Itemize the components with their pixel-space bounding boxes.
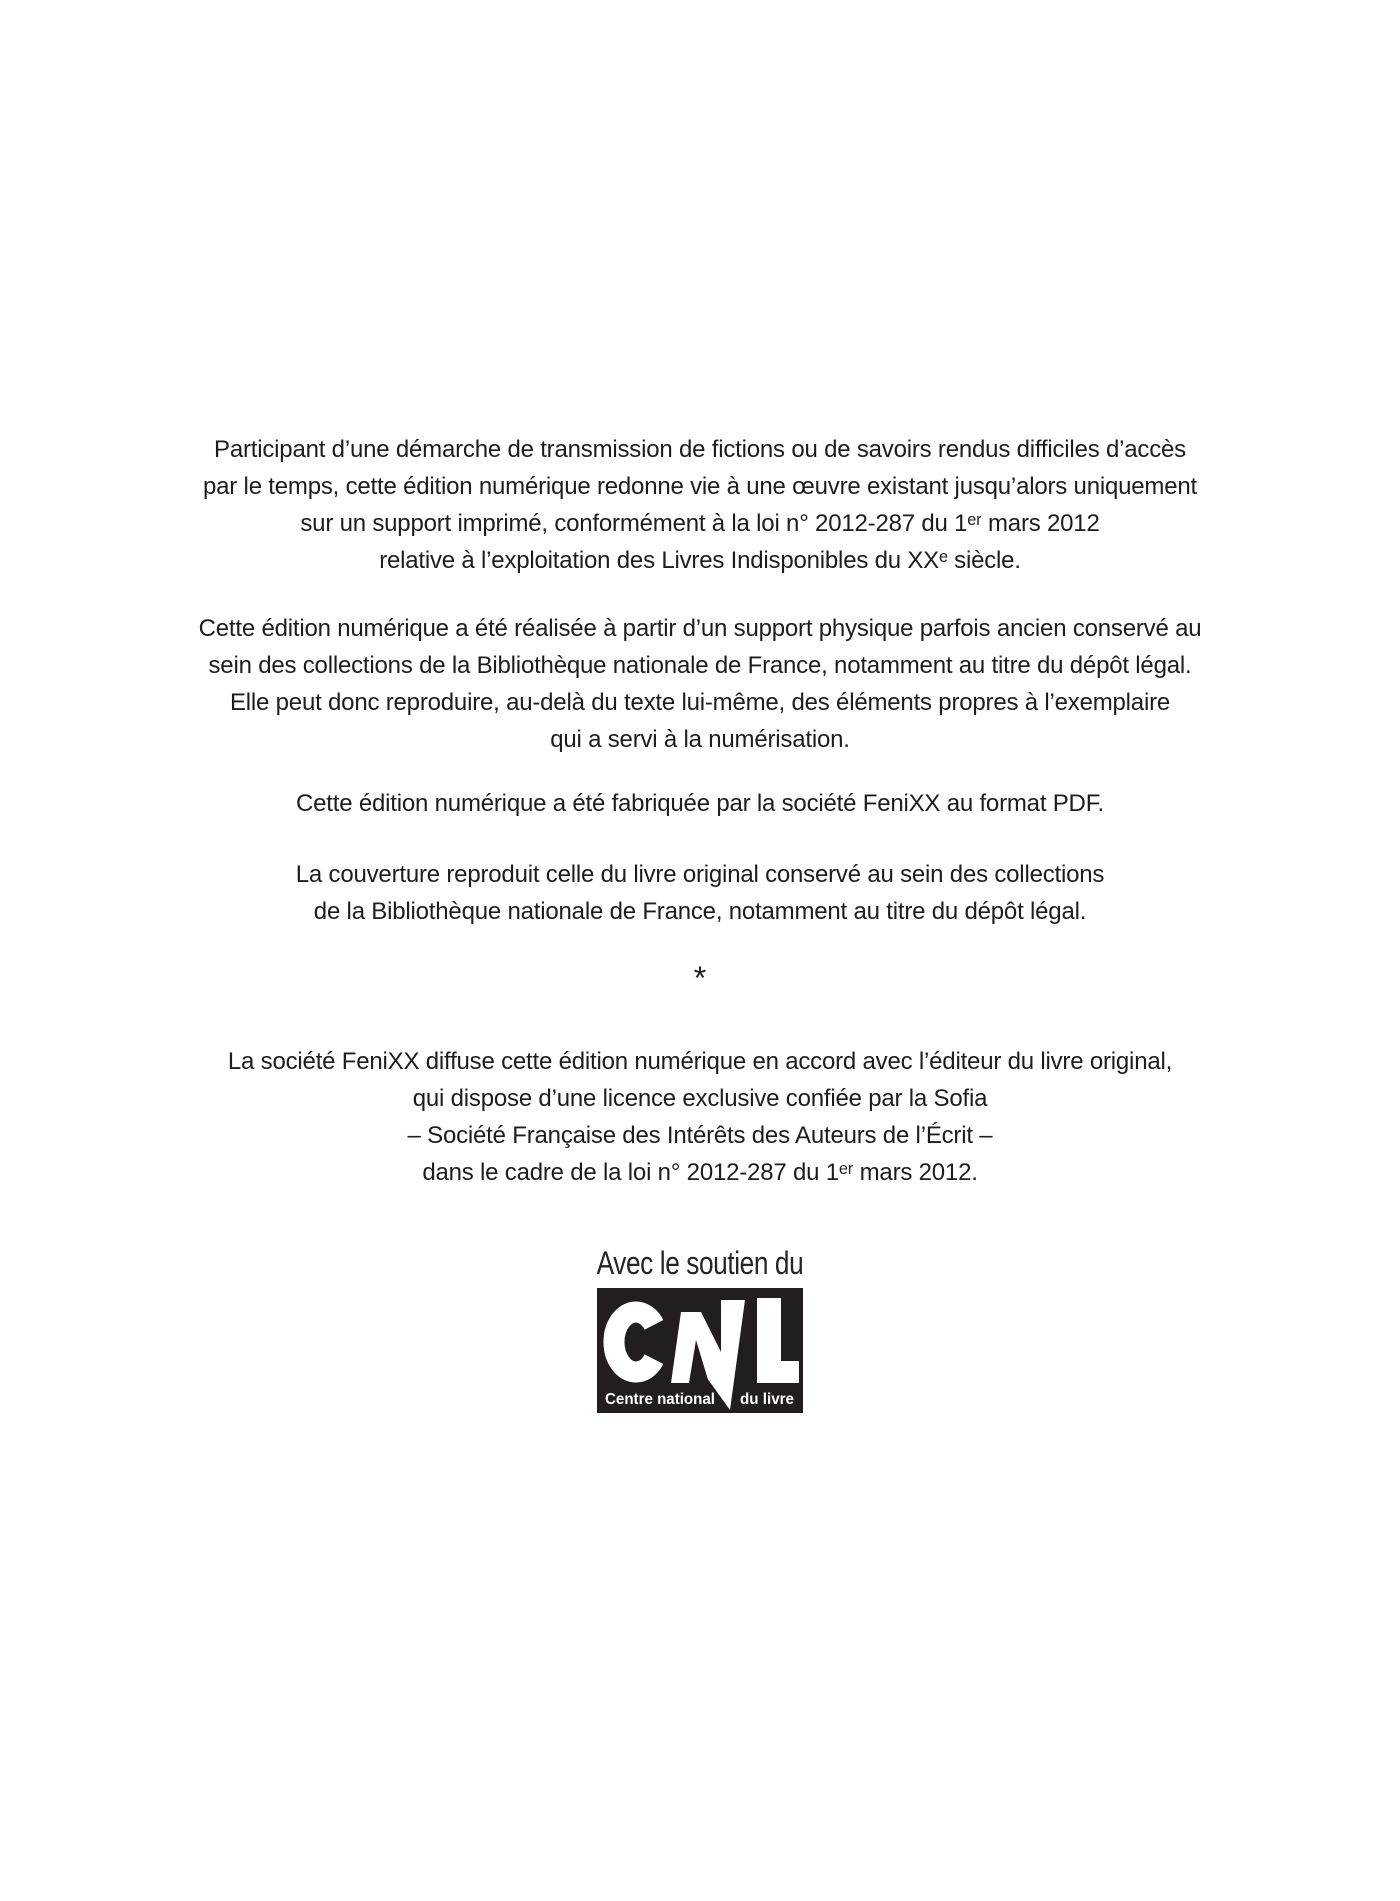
text-line: relative à l’exploitation des Livres Indisponibles du XXᵉ siècle. — [379, 547, 1021, 574]
paragraph-fabrication — [0, 785, 1400, 822]
text-line: Participant d’une démarche de transmission de fictions ou de savoirs rendus difficiles d’accès — [214, 436, 1186, 463]
text-line: Elle peut donc reproduire, au-delà du texte lui-même, des éléments propres à l’exemplaire — [229, 689, 1171, 716]
paragraph-transmission — [0, 431, 1400, 579]
text-line: La société FeniXX diffuse cette édition numérique en accord avec l’éditeur du livre original, — [227, 1048, 1173, 1075]
text-line: sur un support imprimé, conformément à la loi n° 2012-287 du 1ᵉʳ mars 2012 — [300, 510, 1100, 537]
text-line: qui dispose d’une licence exclusive confiée par la Sofia — [412, 1085, 988, 1112]
text-line: La couverture reproduit celle du livre original conservé au sein des collections — [295, 861, 1105, 888]
text-line: qui a servi à la numérisation. — [550, 726, 850, 753]
support-label — [0, 1244, 1400, 1282]
text-line: Cette édition numérique a été fabriquée par la société FeniXX au format PDF. — [296, 790, 1104, 817]
paragraph-diffusion — [0, 1043, 1400, 1191]
cnl-caption-right: du livre — [740, 1391, 795, 1408]
support-label-text: Avec le soutien du — [596, 1245, 804, 1281]
paragraph-cover — [0, 856, 1400, 930]
text-line: sein des collections de la Bibliothèque nationale de France, notamment au titre du dépôt légal. — [208, 652, 1192, 679]
cnl-caption-left: Centre national — [605, 1391, 715, 1408]
paragraph-source — [0, 610, 1400, 758]
text-line: Cette édition numérique a été réalisée à partir d’un support physique parfois ancien conservé au — [198, 615, 1202, 642]
text-line: de la Bibliothèque nationale de France, notamment au titre du dépôt légal. — [313, 898, 1087, 925]
cnl-logo — [597, 1288, 803, 1413]
text-line: – Société Française des Intérêts des Auteurs de l’Écrit – — [407, 1122, 993, 1149]
text-line: dans le cadre de la loi n° 2012-287 du 1ᵉʳ mars 2012. — [422, 1159, 978, 1186]
text-line: par le temps, cette édition numérique redonne vie à une œuvre existant jusqu’alors uniquement — [203, 473, 1197, 500]
asterisk-separator: * — [693, 960, 707, 996]
